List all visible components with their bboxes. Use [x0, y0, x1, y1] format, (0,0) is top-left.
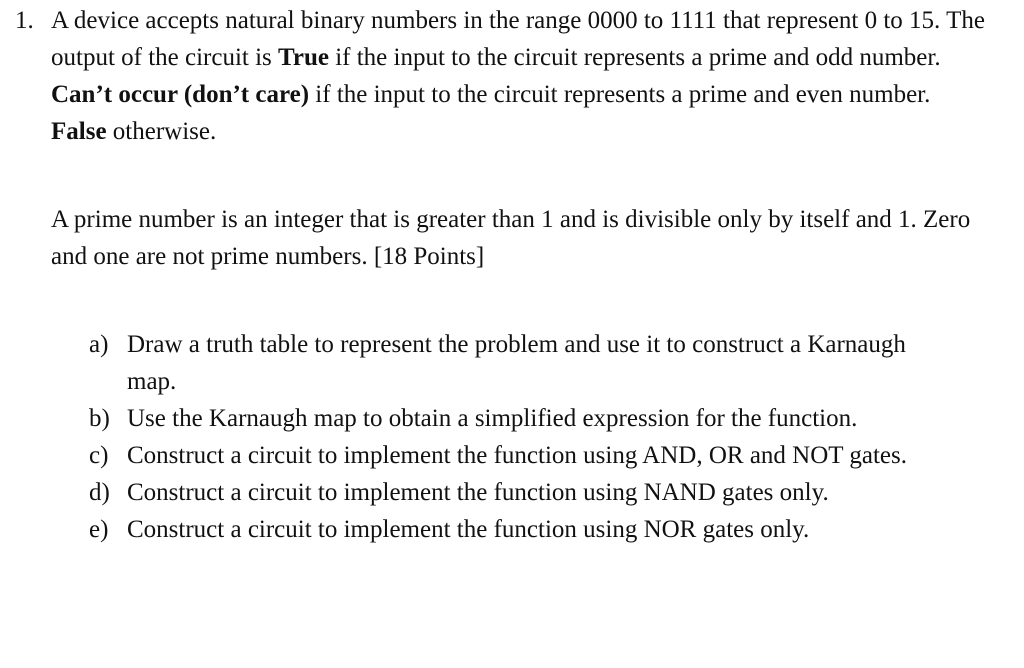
intro-text-4: otherwise. [106, 118, 217, 145]
sub-question-label: a) [89, 331, 109, 358]
sub-question-c [15, 437, 1000, 474]
intro-text-2: if the input to the circuit represents a prime and odd number. [328, 44, 941, 71]
question-intro [51, 2, 991, 150]
sub-question-a [15, 326, 1000, 400]
question-block [15, 2, 1000, 548]
intro-text-1: A device accepts natural binary numbers in the range 0000 to 1111 that represent 0 to 15. The output of the circuit is [51, 7, 985, 71]
sub-question-label: d) [89, 479, 110, 506]
sub-question-text: Construct a circuit to implement the function using NAND gates only. [127, 479, 829, 506]
sub-question-d [15, 474, 1000, 511]
sub-question-label: c) [89, 442, 109, 469]
sub-question-text: Construct a circuit to implement the function using NOR gates only. [127, 516, 810, 543]
sub-question-text: Draw a truth table to represent the problem and use it to construct a Karnaugh map. [127, 331, 906, 395]
sub-question-b [15, 400, 1000, 437]
sub-question-text: Construct a circuit to implement the function using AND, OR and NOT gates. [127, 442, 907, 469]
prime-definition: A prime number is an integer that is greater than 1 and is divisible only by itself and 1. Zero and one are not prime numbers. [18 Points] [51, 206, 971, 270]
question-number: 1. [15, 7, 34, 34]
intro-bold-true: True [278, 44, 329, 71]
question-body [51, 2, 991, 275]
sub-question-text: Use the Karnaugh map to obtain a simplified expression for the function. [127, 405, 858, 432]
sub-question-list [15, 326, 1000, 548]
sub-question-e [15, 511, 1000, 548]
intro-text-3: if the input to the circuit represents a prime and even number. [309, 81, 931, 108]
sub-question-label: e) [89, 516, 109, 543]
intro-bold-false: False [51, 118, 107, 145]
sub-question-label: b) [89, 405, 110, 432]
intro-bold-dont-care: Can’t occur (don’t care) [51, 81, 310, 108]
